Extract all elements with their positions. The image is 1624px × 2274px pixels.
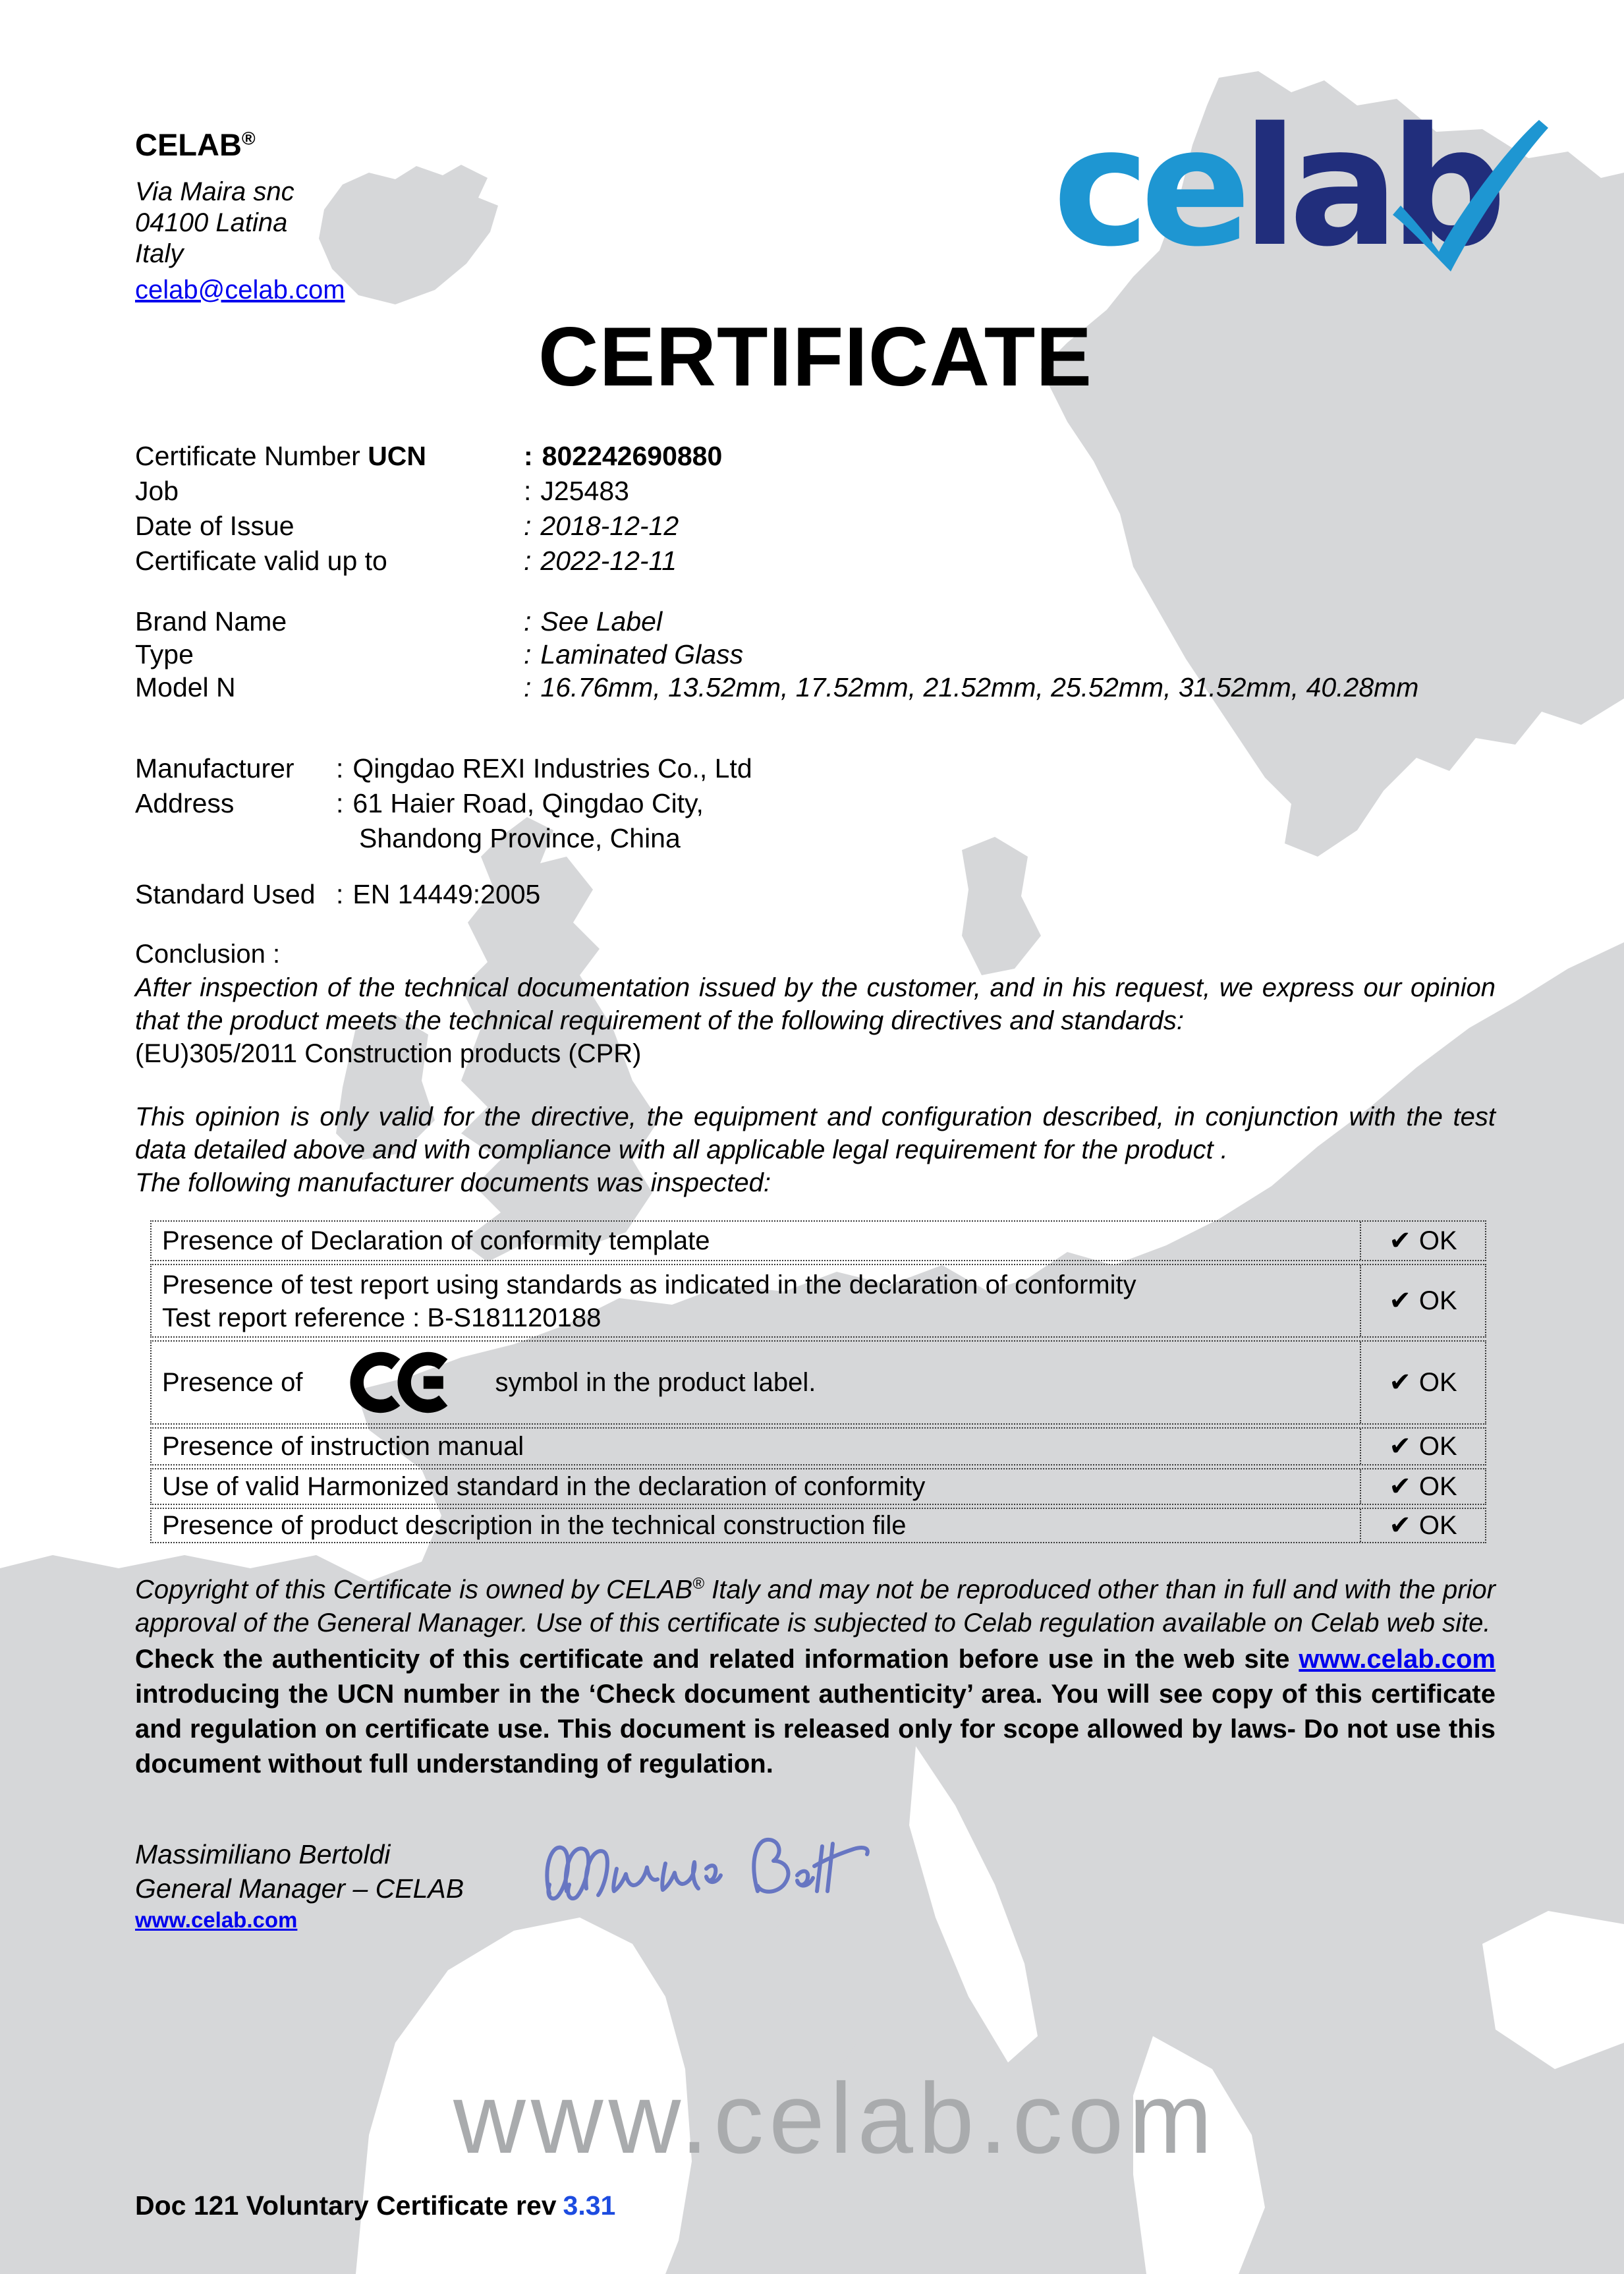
manufacturer-block [135, 751, 1496, 856]
inspection-checklist-table [150, 1220, 1486, 1546]
manufacturer-row: Manufacturer : Qingdao REXI Industries Co., Ltd [135, 751, 1496, 786]
copyright-paragraph: Copyright of this Certificate is owned by CELAB® Italy and may not be reproduced other than in full and with the prior approval of the General Manager. Use of this certificate is subjected to Celab regulation available on Celab web site. [135, 1575, 1496, 1638]
table-row [150, 1220, 1486, 1261]
authenticity-paragraph: Check the authenticity of this certificate and related information before use in the web site www.celab.com introducing the UCN number in the ‘Check document authenticity’ area. You will see copy of this certificate and regulation on certificate use. This document is released only for scope allowed by laws- Do not use this document without full understanding of regulation. [135, 1645, 1496, 1779]
manufacturer-value: Qingdao REXI Industries Co., Ltd [352, 753, 752, 783]
standard-label: Standard Used [135, 879, 316, 909]
company-email-link[interactable]: celab@celab.com [135, 275, 345, 304]
checklist-item-text: Presence of Declaration of conformity template [162, 1226, 710, 1255]
company-name [135, 127, 256, 163]
check-icon: ✔ [1389, 1432, 1411, 1461]
logo-ce-text: ce [1053, 93, 1243, 283]
product-row-type: Type : Laminated Glass [135, 639, 744, 669]
signature-website-link[interactable]: www.celab.com [135, 1908, 298, 1932]
standard-value: EN 14449:2005 [352, 879, 541, 909]
table-row [150, 1264, 1486, 1338]
checklist-item-text: Presence of product description in the technical construction file [162, 1510, 907, 1540]
address-value-line1: 61 Haier Road, Qingdao City, [352, 788, 704, 818]
conclusion-section [135, 937, 1496, 1199]
ok-label: OK [1418, 1367, 1457, 1397]
company-name-text: CELAB [135, 127, 242, 162]
ucn-value: 802242690880 [542, 441, 723, 471]
standard-used-row: Standard Used : EN 14449:2005 [135, 877, 1496, 912]
conclusion-paragraph-2: This opinion is only valid for the directive, the equipment and configuration described, in conjunction with the test data detailed above and with compliance with all applicable legal requirement for the product . [135, 1102, 1496, 1164]
ok-label: OK [1418, 1471, 1457, 1501]
checklist-item-text: Presence of symbol in the product label. [152, 1342, 1360, 1423]
table-row [150, 1427, 1486, 1465]
table-row [150, 1508, 1486, 1543]
footer [135, 2190, 615, 2221]
detail-label: Job [135, 476, 179, 506]
registered-mark: ® [241, 127, 256, 149]
valid-date-value: 2022-12-11 [540, 546, 677, 576]
test-report-reference: Test report reference : B-S181120188 [162, 1303, 602, 1332]
checklist-item-text: Presence of instruction manual [162, 1431, 524, 1461]
detail-row-issue-date: Date of Issue : 2018-12-12 [135, 509, 1496, 544]
product-row-model: Model N : 16.76mm, 13.52mm, 17.52mm, 21.52mm, 25.52mm, 31.52mm, 40.28mm [135, 672, 1419, 702]
conclusion-paragraph-3: The following manufacturer documents was inspected: [135, 1168, 771, 1197]
check-icon: ✔ [1389, 1286, 1411, 1315]
checklist-item-text: Use of valid Harmonized standard in the declaration of conformity [162, 1471, 926, 1501]
watermark-text: www.celab.com [453, 2062, 1218, 2175]
detail-label: Certificate valid up to [135, 546, 387, 576]
logo-lab-text: lab [1242, 93, 1498, 283]
ok-label: OK [1418, 1510, 1457, 1540]
certificate-details [135, 439, 1496, 579]
job-value: J25483 [540, 476, 629, 506]
ok-cell [1360, 1222, 1485, 1260]
detail-row-valid-date: Certificate valid up to : 2022-12-11 [135, 544, 1496, 579]
signature-block [135, 1837, 464, 1935]
signer-name: Massimiliano Bertoldi [135, 1839, 391, 1869]
handwritten-signature [540, 1816, 909, 1928]
page-title: CERTIFICATE [538, 310, 1093, 403]
detail-row-job: Job : J25483 [135, 474, 1496, 509]
ok-cell [1360, 1265, 1485, 1336]
celab-checkmark-icon [1382, 99, 1554, 283]
detail-label: Certificate Number UCN [135, 441, 427, 471]
brand-value: See Label [540, 606, 663, 637]
address-row-2 [135, 821, 1496, 856]
ok-cell [1360, 1509, 1485, 1542]
product-details [135, 605, 1496, 704]
company-address [135, 177, 294, 270]
address-value-line2: Shandong Province, China [359, 823, 681, 853]
ok-cell [1360, 1469, 1485, 1504]
ok-cell [1360, 1342, 1485, 1423]
table-row [150, 1340, 1486, 1425]
directive-line: (EU)305/2011 Construction products (CPR) [135, 1039, 642, 1068]
address-line: Italy [135, 239, 184, 268]
footer-doc-label: Doc 121 Voluntary Certificate rev [135, 2190, 557, 2221]
table-row [150, 1468, 1486, 1505]
ce-mark-icon [349, 1351, 449, 1414]
product-label: Type [135, 639, 194, 669]
product-label: Model N [135, 672, 236, 702]
legal-section [135, 1567, 1496, 1782]
registered-mark: ® [692, 1575, 704, 1593]
ok-label: OK [1418, 1431, 1457, 1461]
ok-cell [1360, 1429, 1485, 1464]
conclusion-heading: Conclusion : [135, 940, 281, 969]
detail-row-ucn: Certificate Number UCN : 802242690880 [135, 439, 1496, 474]
signer-role: General Manager – CELAB [135, 1873, 464, 1904]
check-icon: ✔ [1389, 1226, 1411, 1255]
check-icon: ✔ [1389, 1368, 1411, 1397]
check-icon: ✔ [1389, 1511, 1411, 1540]
issue-date-value: 2018-12-12 [540, 511, 679, 541]
address-row: Address : 61 Haier Road, Qingdao City, [135, 786, 1496, 821]
celab-website-link[interactable]: www.celab.com [1299, 1645, 1496, 1674]
model-value: 16.76mm, 13.52mm, 17.52mm, 21.52mm, 25.52mm, 31.52mm, 40.28mm [540, 672, 1419, 702]
address-label: Address [135, 788, 235, 818]
product-row-brand: Brand Name : See Label [135, 606, 663, 637]
footer-revision: 3.31 [563, 2190, 616, 2221]
detail-label: Date of Issue [135, 511, 294, 541]
product-label: Brand Name [135, 606, 287, 637]
address-line: 04100 Latina [135, 208, 288, 237]
address-line: Via Maira snc [135, 177, 294, 206]
manufacturer-label: Manufacturer [135, 753, 294, 783]
celab-logo [1053, 92, 1554, 283]
type-value: Laminated Glass [540, 639, 744, 669]
conclusion-paragraph-1: After inspection of the technical documentation issued by the customer, and in his request, we express our opinion that the product meets the technical requirement of the following directives and standards: [135, 973, 1496, 1035]
ok-label: OK [1418, 1226, 1457, 1255]
check-icon: ✔ [1389, 1472, 1411, 1501]
checklist-item-text: Presence of test report using standards as indicated in the declaration of conformity Test report reference : B-S181120188 [152, 1265, 1360, 1336]
ok-label: OK [1418, 1286, 1457, 1315]
